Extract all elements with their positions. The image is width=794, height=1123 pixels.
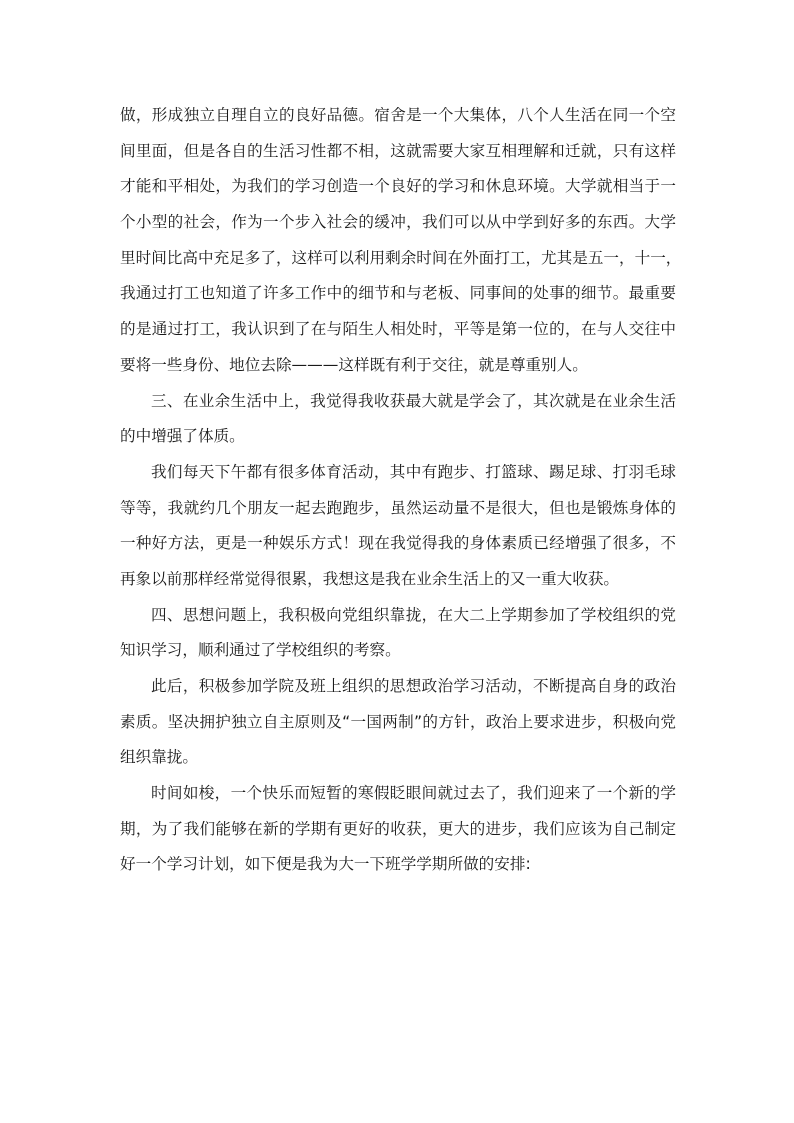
text-line: 素质。坚决拥护独立自主原则及“一国两制”的方针，政治上要求进步，积极向党 [120,712,676,731]
text-line: 做，形成独立自理自立的良好品德。宿舍是一个大集体，八个人生活在同一个空 [120,106,676,124]
text-line: 里时间比高中充足多了，这样可以利用剩余时间在外面打工，尤其是五一，十一， [120,248,682,267]
text-line: 等等，我就约几个朋友一起去跑跑步，虽然运动量不是很大，但也是锻炼身体的 [120,498,676,517]
paragraph-start-line: 四、思想问题上，我积极向党组织靠拢，在大二上学期参加了学校组织的党 [151,605,676,624]
text-line: 一种好方法，更是一种娱乐方式！现在我觉得我的身体素质已经增强了很多，不 [120,534,676,553]
text-line: 个小型的社会，作为一个步入社会的缓冲，我们可以从中学到好多的东西。大学 [120,213,676,232]
text-line: 期，为了我们能够在新的学期有更好的收获，更大的进步，我们应该为自己制定 [120,819,676,838]
document-body [120,98,682,883]
text-line: 才能和平相处，为我们的学习创造一个良好的学习和休息环境。大学就相当于一 [120,177,676,196]
text-line: 的是通过打工，我认识到了在与陌生人相处时，平等是第一位的，在与人交往中 [120,320,676,339]
text-line: 再象以前那样经常觉得很累，我想这是我在业余生活上的又一重大收获。 [120,569,620,588]
text-line: 好一个学习计划，如下便是我为大一下班学学期所做的安排: [120,855,531,874]
paragraph-start-line: 此后，积极参加学院及班上组织的思想政治学习活动，不断提高自身的政治 [151,677,676,695]
text-line: 的中增强了体质。 [120,427,245,446]
paragraph-start-line: 三、在业余生活中上，我觉得我收获最大就是学会了，其次就是在业余生活 [151,391,676,410]
text-line: 我通过打工也知道了许多工作中的细节和与老板、同事间的处事的细节。最重要 [120,284,676,303]
text-line: 知识学习，顺利通过了学校组织的考察。 [120,641,401,660]
text-line: 要将一些身份、地位去除———这样既有利于交往，就是尊重别人。 [120,355,588,374]
paragraph-start-line: 我们每天下午都有很多体育活动，其中有跑步、打篮球、踢足球、打羽毛球 [151,462,676,481]
text-line: 间里面，但是各自的生活习性都不相，这就需要大家互相理解和迁就，只有这样 [120,141,676,160]
text-line: 组织靠拢。 [120,748,198,767]
paragraph-start-line: 时间如梭，一个快乐而短暂的寒假眨眼间就过去了，我们迎来了一个新的学 [151,784,676,803]
